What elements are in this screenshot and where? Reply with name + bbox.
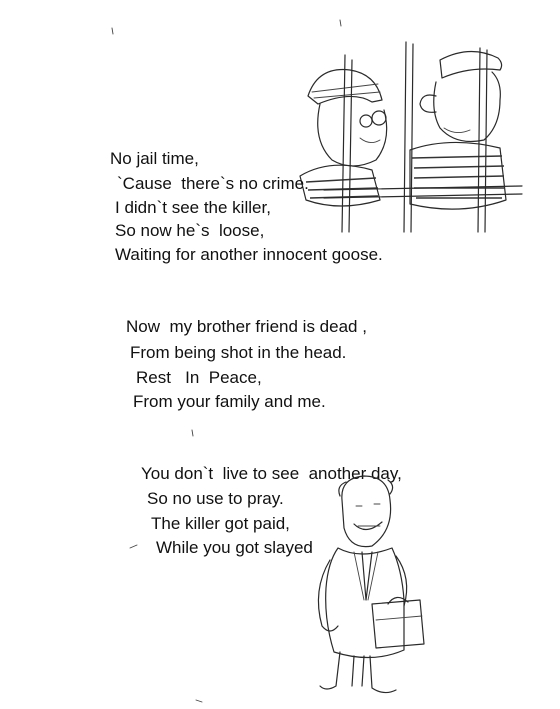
poem-line: From being shot in the head. [130,343,347,362]
poem-line: Now my brother friend is dead , [126,317,367,336]
poem-line: The killer got paid, [151,514,290,533]
poem-line: Waiting for another innocent goose. [115,245,383,264]
poem-line: Rest In Peace, [136,368,262,387]
businessman-drawing [318,476,424,693]
poem-line: No jail time, [110,149,199,168]
poem-line: So no use to pray. [147,489,284,508]
poem-line: `Cause there`s no crime. [117,174,309,193]
poem-line: From your family and me. [133,392,326,411]
poem-line: You don`t live to see another day, [141,464,402,483]
poem-line: I didn`t see the killer, [115,198,271,217]
poem-line: While you got slayed [156,538,313,557]
poem-line: So now he`s loose, [115,221,265,240]
